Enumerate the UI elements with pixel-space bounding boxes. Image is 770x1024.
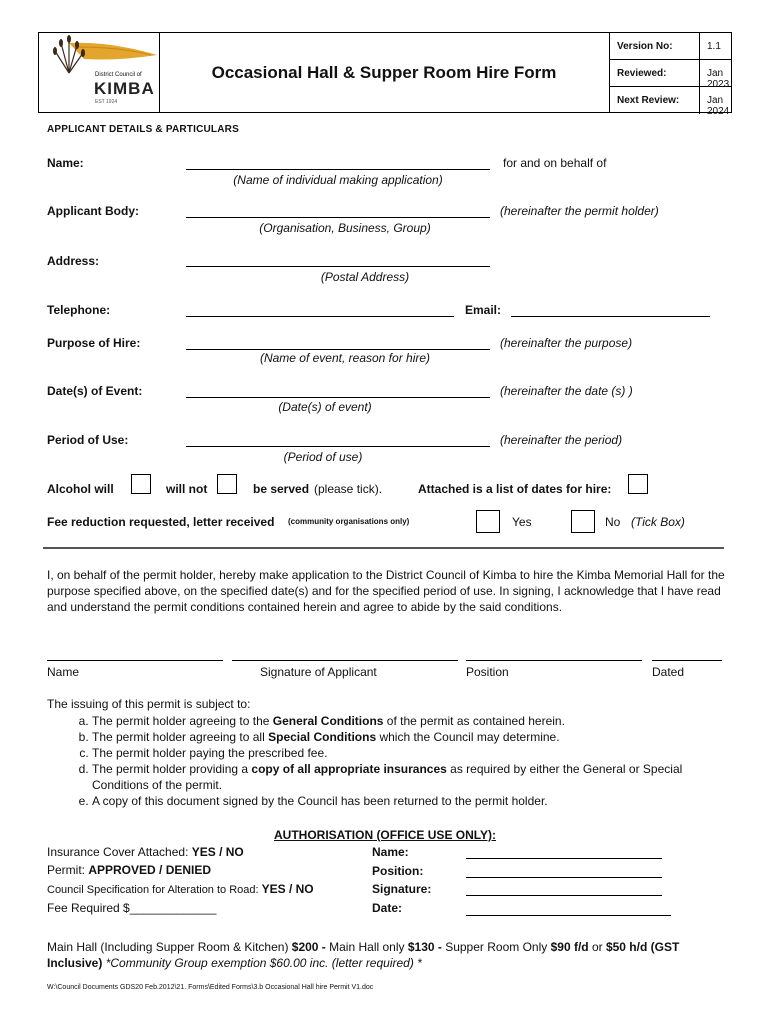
section-divider	[43, 547, 724, 549]
fee-reduction-note: (community organisations only)	[288, 517, 410, 526]
office-signature-field[interactable]	[466, 894, 662, 896]
dates-hint: (Date(s) of event)	[278, 400, 372, 414]
version-value: 1.1	[707, 41, 721, 52]
applicant-body-field[interactable]	[186, 216, 490, 218]
office-use-title: AUTHORISATION (OFFICE USE ONLY):	[274, 828, 496, 842]
version-table	[609, 33, 731, 117]
sig-dated-label: Dated	[652, 665, 685, 679]
sig-position-label: Position	[466, 665, 509, 679]
sig-signature-label: Signature of Applicant	[260, 665, 377, 679]
be-served-label: be served	[253, 482, 310, 496]
purpose-hint: (Name of event, reason for hire)	[259, 351, 431, 365]
purpose-field[interactable]	[186, 348, 490, 350]
condition-e: e. A copy of this document signed by the Council has been returned to the permit holder.	[92, 793, 737, 809]
office-signature-label: Signature:	[372, 882, 432, 896]
sig-signature-field[interactable]	[232, 659, 458, 661]
please-tick-text: (please tick).	[314, 482, 383, 496]
version-row	[609, 33, 731, 60]
form-title: Occasional Hall & Supper Room Hire Form	[159, 33, 610, 112]
permit-status: Permit: APPROVED / DENIED	[47, 863, 212, 877]
dates-label: Date(s) of Event:	[47, 384, 143, 398]
telephone-field[interactable]	[186, 315, 454, 317]
conditions-intro: The issuing of this permit is subject to:	[47, 697, 251, 711]
sig-name-label: Name	[47, 665, 80, 679]
dates-field[interactable]	[186, 396, 490, 398]
purpose-label: Purpose of Hire:	[47, 336, 141, 350]
reviewed-label: Reviewed:	[617, 68, 667, 79]
alcohol-will-not-label: will not	[166, 482, 208, 496]
period-field[interactable]	[186, 445, 490, 447]
condition-a: a. The permit holder agreeing to the General Conditions of the permit as contained herein.	[92, 713, 737, 729]
telephone-label: Telephone:	[47, 303, 111, 317]
purpose-suffix: (hereinafter the purpose)	[500, 336, 633, 350]
logo-text-est: EST 1924	[95, 99, 118, 105]
condition-d: d. The permit holder providing a copy of all appropriate insurances as required by either the General or Special Conditions of the permit.	[92, 761, 737, 793]
fee-yes-checkbox[interactable]	[476, 510, 500, 533]
version-label: Version No:	[617, 41, 673, 52]
condition-b: b. The permit holder agreeing to all Special Conditions which the Council may determine.	[92, 729, 737, 745]
fee-yes-label: Yes	[512, 515, 532, 529]
fee-reduction-label: Fee reduction requested, letter received	[47, 515, 275, 529]
fee-no-label: No	[605, 515, 621, 529]
period-suffix: (hereinafter the period)	[500, 433, 623, 447]
address-label: Address:	[47, 254, 100, 268]
sig-name-field[interactable]	[47, 659, 223, 661]
next-review-label: Next Review:	[617, 95, 680, 106]
office-position-label: Position:	[372, 864, 424, 878]
email-label: Email:	[465, 303, 502, 317]
office-date-label: Date:	[372, 901, 403, 915]
section-title: APPLICANT DETAILS & PARTICULARS	[47, 124, 239, 135]
name-label: Name:	[47, 156, 84, 170]
applicant-body-label: Applicant Body:	[47, 204, 139, 218]
email-field[interactable]	[511, 315, 710, 317]
council-logo	[39, 33, 160, 112]
condition-c: c. The permit holder paying the prescribed fee.	[92, 745, 737, 761]
declaration-text: I, on behalf of the permit holder, hereby make application to the District Council of Kimba to hire the Kimba Memorial Hall for the purpose specified above, on the specified date(s) and for the specified period of use. In signing, I acknowledge that I have read and understand the permit conditions contained herein and agree to abide by the said conditions.	[47, 568, 725, 614]
period-hint: (Period of use)	[283, 450, 363, 464]
attached-dates-label: Attached is a list of dates for hire:	[418, 482, 612, 496]
dates-suffix: (hereinafter the date (s) )	[500, 384, 633, 398]
applicant-body-hint: (Organisation, Business, Group)	[259, 221, 431, 235]
office-date-field[interactable]	[466, 914, 671, 916]
pricing-text: Main Hall (Including Supper Room & Kitchen) $200 - Main Hall only $130 - Supper Room Only $90 f/d or $50 h/d (GST Inclusive) *Community Group exemption $60.00 inc. (letter required) *	[47, 940, 680, 970]
name-hint: (Name of individual making application)	[233, 173, 443, 187]
attached-dates-checkbox[interactable]	[628, 474, 648, 494]
alcohol-will-checkbox[interactable]	[131, 474, 151, 494]
council-spec: Council Specification for Alteration to Road: YES / NO	[47, 882, 314, 896]
reviewed-row	[609, 60, 731, 90]
office-name-field[interactable]	[466, 857, 662, 859]
office-position-field[interactable]	[466, 876, 662, 878]
reviewed-value: Jan 2023	[707, 68, 730, 90]
logo-text-kimba: KIMBA	[94, 79, 155, 98]
fee-required: Fee Required $_____________	[47, 901, 217, 915]
alcohol-will-label: Alcohol will	[47, 482, 114, 496]
address-hint: (Postal Address)	[320, 270, 410, 284]
next-review-row	[609, 87, 731, 117]
insurance-cover: Insurance Cover Attached: YES / NO	[47, 845, 244, 859]
address-field[interactable]	[186, 265, 490, 267]
fee-no-checkbox[interactable]	[571, 510, 595, 533]
tick-box-text: (Tick Box)	[631, 515, 685, 529]
next-review-value: Jan 2024	[707, 95, 730, 117]
alcohol-will-not-checkbox[interactable]	[217, 474, 237, 494]
logo-text-council: District Council of	[95, 72, 142, 78]
applicant-body-suffix: (hereinafter the permit holder)	[500, 204, 659, 218]
sig-position-field[interactable]	[466, 659, 642, 661]
document-header	[38, 32, 732, 117]
period-label: Period of Use:	[47, 433, 129, 447]
sig-dated-field[interactable]	[652, 659, 722, 661]
name-field[interactable]	[186, 168, 490, 170]
name-suffix: for and on behalf of	[503, 156, 607, 170]
footer-path: W:\Council Documents GDS20 Feb.2012\21. Forms\Edited Forms\3.b Occasional Hall hire Permit V1.doc	[47, 984, 374, 991]
conditions-list	[47, 713, 737, 809]
office-name-label: Name:	[372, 845, 409, 859]
